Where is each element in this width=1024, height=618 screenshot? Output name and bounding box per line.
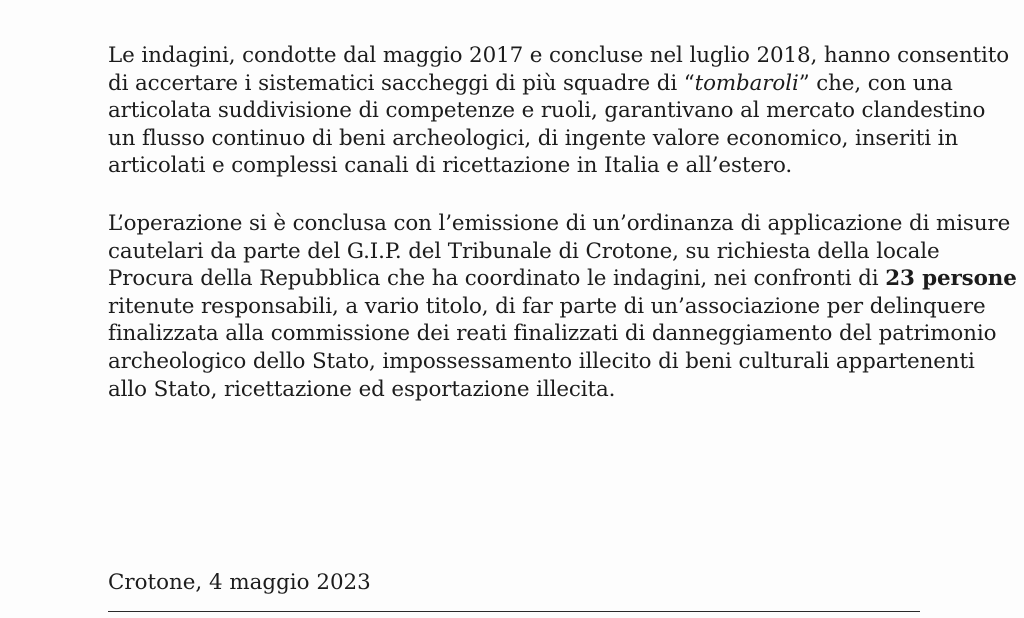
- text-line: articolata suddivisione di competenze e ruoli, garantivano al mercato clandestino: [108, 98, 986, 124]
- text-line: Le indagini, condotte dal maggio 2017 e concluse nel luglio 2018, hanno consentito: [108, 43, 1010, 68]
- text-segment: di accertare i sistematici saccheggi di più squadre di “: [108, 70, 695, 96]
- italic-term: tombaroli: [694, 70, 799, 96]
- bold-count: 23 persone: [885, 266, 1017, 292]
- text-line: ritenute responsabili, a vario titolo, di far parte di un’associazione per delinquere: [108, 293, 986, 319]
- text-line: archeologico dello Stato, impossessamento illecito di beni culturali appartenenti: [108, 348, 975, 374]
- text-line: allo Stato, ricettazione ed esportazione illecita.: [108, 376, 616, 402]
- text-line: cautelari da parte del G.I.P. del Tribunale di Crotone, su richiesta della locale: [108, 238, 940, 264]
- text-line: un flusso continuo di beni archeologici, di ingente valore economico, inseriti in: [108, 125, 959, 151]
- text-line: [108, 70, 953, 98]
- footer-divider: [108, 611, 920, 612]
- text-line: [108, 265, 1017, 293]
- paragraph-investigation: [108, 42, 1010, 180]
- place-date: Crotone, 4 maggio 2023: [108, 570, 371, 595]
- text-line: articolati e complessi canali di ricettazione in Italia e all’estero.: [108, 153, 793, 179]
- text-segment: ” che, con una: [798, 70, 953, 96]
- text-line: finalizzata alla commissione dei reati finalizzati di danneggiamento del patrimonio: [108, 321, 997, 347]
- text-line: L’operazione si è conclusa con l’emissione di un’ordinanza di applicazione di misure: [108, 211, 1011, 236]
- paragraph-operation: [108, 210, 1017, 403]
- text-segment: Procura della Repubblica che ha coordinato le indagini, nei confronti di: [108, 266, 886, 292]
